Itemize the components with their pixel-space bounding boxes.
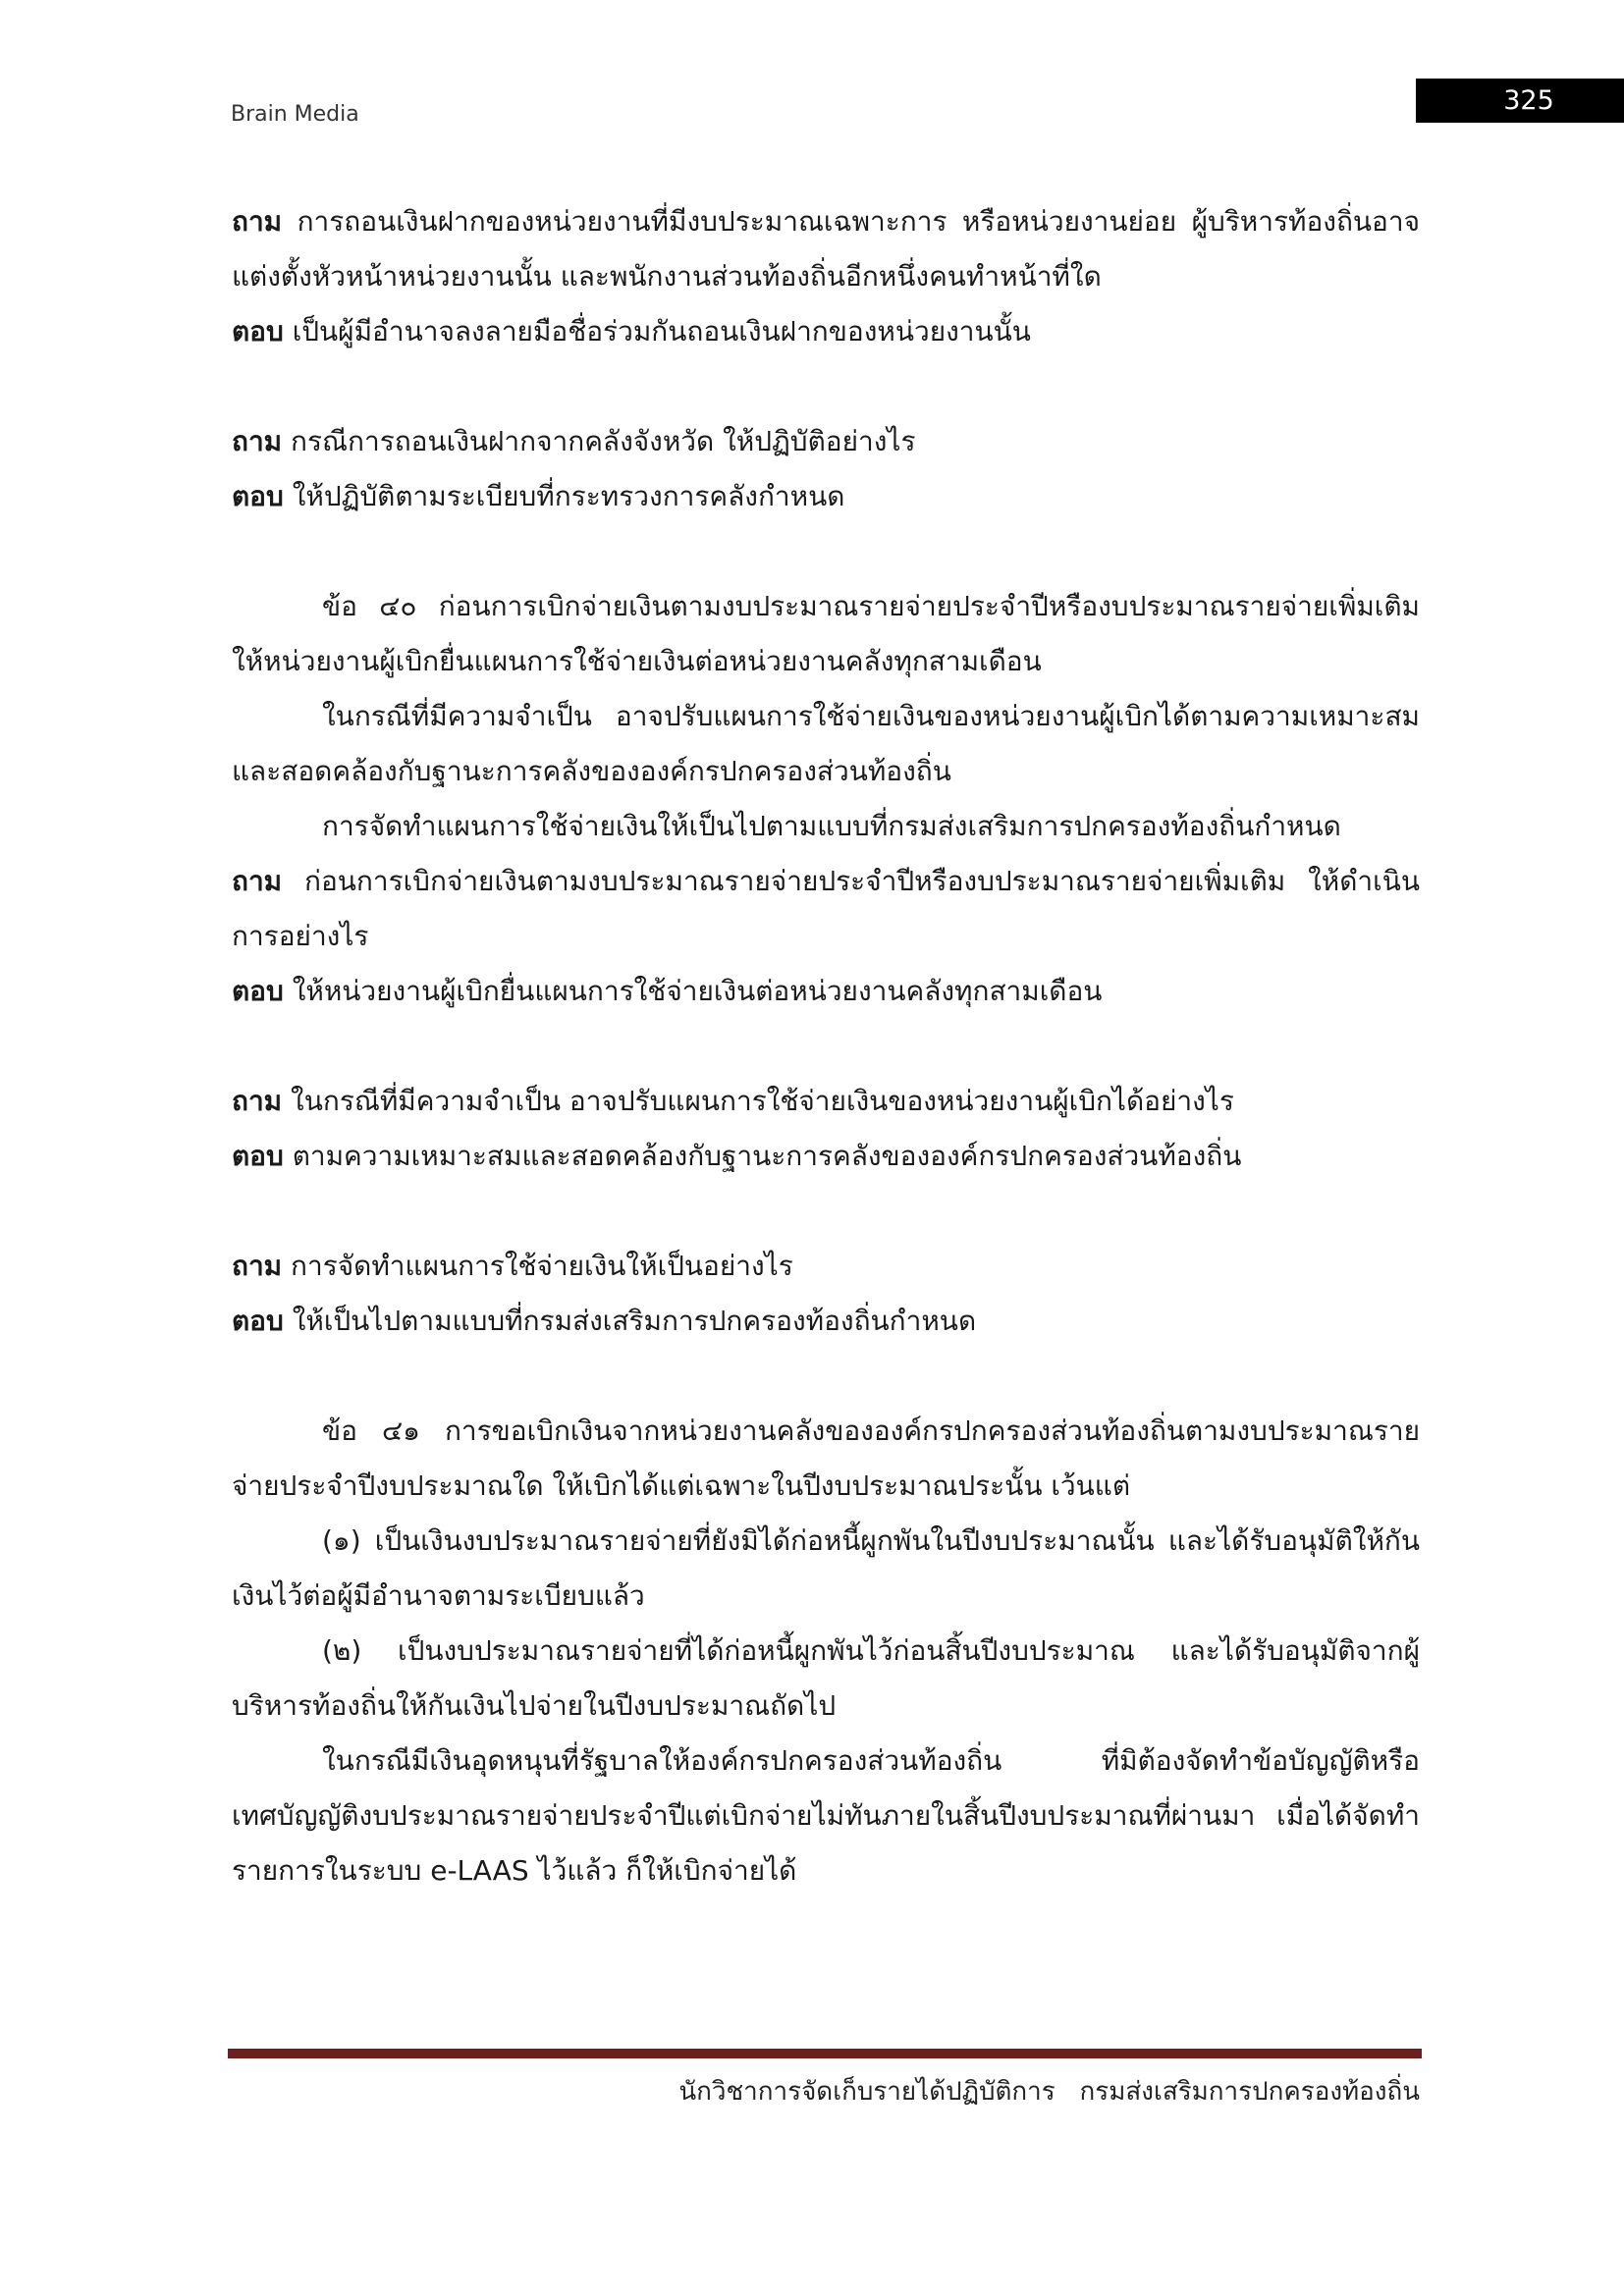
answer-line — [232, 964, 1420, 1019]
answer-line — [232, 1294, 1420, 1349]
body-paragraph: ข้อ ๔๐ ก่อนการเบิกจ่ายเงินตามงบประมาณรายจ่ายประจำปีหรืองบประมาณรายจ่ายเพิ่มเติม ให้หน่วยงานผู้เบิกยื่นแผนการใช้จ่ายเงินต่อหน่วยงานคลังทุกสามเดือน — [232, 590, 1420, 677]
body-paragraph: (๒) เป็นงบประมาณรายจ่ายที่ได้ก่อหนี้ผูกพันไว้ก่อนสิ้นปีงบประมาณ และได้รับอนุมัติจากผู้บริหารท้องถิ่นให้กันเงินไปจ่ายในปีงบประมาณถัดไป — [232, 1634, 1420, 1722]
answer-label: ตอบ — [232, 1140, 284, 1172]
paragraph-spacer — [232, 359, 1420, 414]
page-number: 325 — [1503, 85, 1554, 116]
body-paragraph: การจัดทำแผนการใช้จ่ายเงินให้เป็นไปตามแบบที่กรมส่งเสริมการปกครองท้องถิ่นกำหนด — [322, 810, 1341, 842]
paragraph-spacer — [232, 1184, 1420, 1239]
question-text: กรณีการถอนเงินฝากจากคลังจังหวัด ให้ปฏิบัติอย่างไร — [291, 425, 916, 457]
answer-text: เป็นผู้มีอำนาจลงลายมือชื่อร่วมกันถอนเงินฝากของหน่วยงานนั้น — [292, 315, 1031, 347]
body-paragraph: (๑) เป็นเงินงบประมาณรายจ่ายที่ยังมิได้ก่อหนี้ผูกพันในปีงบประมาณนั้น และได้รับอนุมัติให้กันเงินไว้ต่อผู้มีอำนาจตามระเบียบแล้ว — [232, 1524, 1420, 1612]
question-label: ถาม — [232, 425, 283, 457]
answer-label: ตอบ — [232, 1305, 284, 1337]
answer-text: ให้เป็นไปตามแบบที่กรมส่งเสริมการปกครองท้องถิ่นกำหนด — [292, 1305, 977, 1337]
question-text: ก่อนการเบิกจ่ายเงินตามงบประมาณรายจ่ายประจำปีหรืองบประมาณรายจ่ายเพิ่มเติม ให้ดำเนินการอย่างไร — [232, 865, 1420, 952]
question-line — [232, 194, 1420, 304]
question-line — [232, 854, 1420, 964]
answer-text: ให้หน่วยงานผู้เบิกยื่นแผนการใช้จ่ายเงินต่อหน่วยงานคลังทุกสามเดือน — [292, 975, 1103, 1007]
answer-label: ตอบ — [232, 480, 284, 512]
paragraph-spacer — [232, 1349, 1420, 1404]
question-label: ถาม — [232, 865, 283, 897]
question-line — [232, 1074, 1420, 1129]
body-paragraph: ในกรณีมีเงินอุดหนุนที่รัฐบาลให้องค์กรปกครองส่วนท้องถิ่น ที่มิต้องจัดทำข้อบัญญัติหรือเทศบัญญัติงบประมาณรายจ่ายประจำปีแต่เบิกจ่ายไม่ทันภายในสิ้นปีงบประมาณที่ผ่านมา เมื่อได้จัดทำรายการในระบบ e-LAAS ไว้แล้ว ก็ให้เบิกจ่ายได้ — [232, 1744, 1420, 1887]
document-body — [232, 194, 1420, 1898]
body-paragraph: ในกรณีที่มีความจำเป็น อาจปรับแผนการใช้จ่ายเงินของหน่วยงานผู้เบิกได้ตามความเหมาะสมและสอดคล้องกับฐานะการคลังขององค์กรปกครองส่วนท้องถิ่น — [232, 700, 1420, 787]
footer-divider — [228, 2049, 1422, 2058]
answer-line — [232, 304, 1420, 359]
question-label: ถาม — [232, 1085, 283, 1117]
answer-label: ตอบ — [232, 315, 284, 347]
answer-text: ตามความเหมาะสมและสอดคล้องกับฐานะการคลังขององค์กรปกครองส่วนท้องถิ่น — [292, 1140, 1242, 1172]
footer-text: นักวิชาการจัดเก็บรายได้ปฏิบัติการ กรมส่งเสริมการปกครองท้องถิ่น — [678, 2077, 1420, 2107]
question-text: การจัดทำแผนการใช้จ่ายเงินให้เป็นอย่างไร — [291, 1250, 793, 1282]
question-label: ถาม — [232, 205, 283, 238]
page-number-badge — [1416, 79, 1624, 123]
question-line — [232, 1239, 1420, 1294]
question-text: การถอนเงินฝากของหน่วยงานที่มีงบประมาณเฉพาะการ หรือหน่วยงานย่อย ผู้บริหารท้องถิ่นอาจแต่งตั้งหัวหน้าหน่วยงานนั้น และพนักงานส่วนท้องถิ่นอีกหนึ่งคนทำหน้าที่ใด — [232, 205, 1420, 293]
answer-line — [232, 469, 1420, 524]
paragraph-spacer — [232, 1019, 1420, 1074]
question-line — [232, 414, 1420, 469]
question-label: ถาม — [232, 1250, 283, 1282]
header-brand: Brain Media — [231, 102, 359, 127]
answer-label: ตอบ — [232, 975, 284, 1007]
answer-line — [232, 1129, 1420, 1184]
question-text: ในกรณีที่มีความจำเป็น อาจปรับแผนการใช้จ่ายเงินของหน่วยงานผู้เบิกได้อย่างไร — [291, 1085, 1234, 1117]
body-paragraph: ข้อ ๔๑ การขอเบิกเงินจากหน่วยงานคลังขององค์กรปกครองส่วนท้องถิ่นตามงบประมาณรายจ่ายประจำปีงบประมาณใด ให้เบิกได้แต่เฉพาะในปีงบประมาณประนั้น เว้นแต่ — [232, 1415, 1420, 1502]
paragraph-spacer — [232, 524, 1420, 579]
answer-text: ให้ปฏิบัติตามระเบียบที่กระทรวงการคลังกำหนด — [292, 480, 845, 512]
